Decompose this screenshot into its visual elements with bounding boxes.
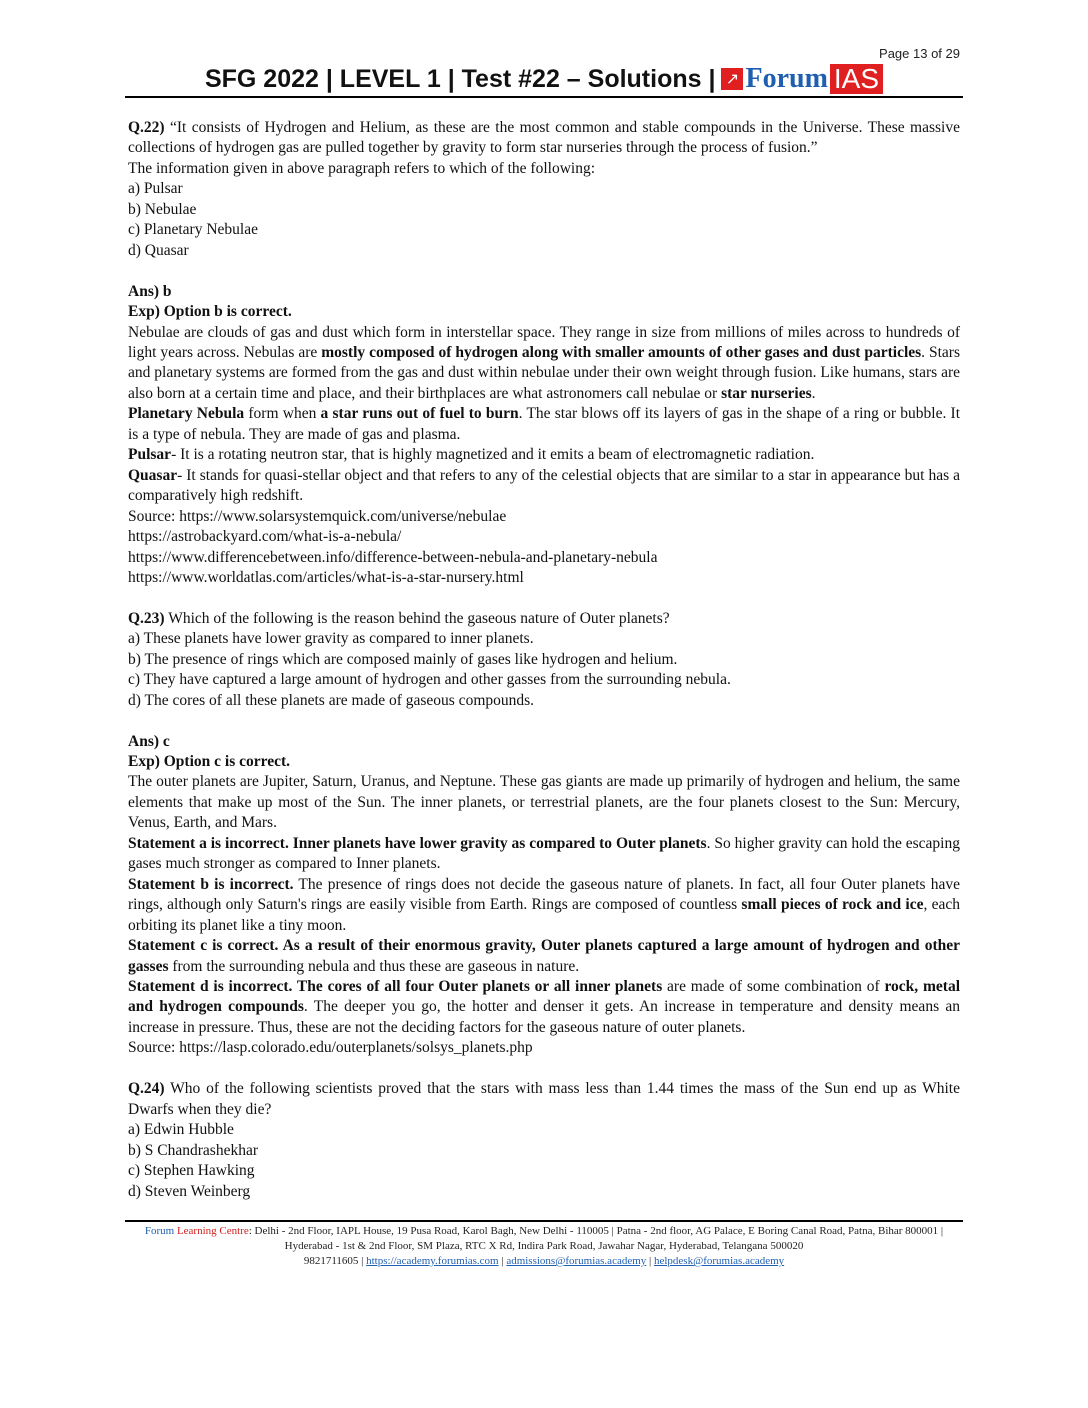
paragraph bbox=[128, 282, 960, 302]
bold-text: Q.22) bbox=[128, 119, 165, 136]
text: a) Pulsar bbox=[128, 180, 183, 198]
text: . The star blows off its layers of gas in the shape of a ring or bubble. It is a type of nebula. They are made of gas and plasma. bbox=[128, 405, 961, 443]
bold-text: Exp) Option b is correct. bbox=[128, 303, 292, 321]
bold-text: Q.24) bbox=[128, 1080, 165, 1098]
admissions-email-link[interactable]: admissions@forumias.academy bbox=[506, 1254, 647, 1267]
paragraph bbox=[128, 548, 960, 568]
bold-text: small pieces of rock and ice bbox=[741, 896, 924, 914]
paragraph bbox=[128, 1141, 960, 1161]
bold-text: Exp) Option c is correct. bbox=[128, 753, 291, 770]
footer bbox=[125, 1222, 963, 1269]
text: d) Steven Weinberg bbox=[128, 1182, 251, 1200]
paragraph bbox=[128, 1079, 960, 1120]
text: . bbox=[811, 384, 816, 402]
document-body bbox=[128, 118, 960, 1202]
text: form when bbox=[244, 405, 321, 423]
paragraph bbox=[128, 241, 960, 261]
paragraph bbox=[128, 507, 960, 527]
footer-address: : Delhi - 2nd Floor, IAPL House, 19 Pusa Road, Karol Bagh, New Delhi - 110005 | Patna - 2nd floor, AG Palace, E Boring Canal Road, Patna, Bihar 800001 | Hyderabad - 1st & 2nd Floor, SM Plaza, RTC X Rd, Indira Park Road, Jawahar Nagar, Hyderabad, Telangana 500020 bbox=[248, 1224, 944, 1252]
bold-text: rock, metal and hydrogen compounds bbox=[128, 977, 961, 1016]
bold-text: Quasar bbox=[128, 466, 178, 484]
paragraph bbox=[128, 179, 960, 199]
footer-phone: 9821711605 | bbox=[303, 1254, 367, 1267]
text: “It consists of Hydrogen and Helium, as these are the most common and stable compounds in the Universe. These massive collections of hydrogen gas are pulled together by gravity to form star nurseries through the process of fusion.” bbox=[128, 119, 960, 157]
paragraph bbox=[128, 200, 960, 220]
paragraph bbox=[128, 875, 960, 936]
bold-text: star nurseries bbox=[721, 384, 812, 402]
paragraph-spacer bbox=[128, 1059, 960, 1079]
paragraph bbox=[128, 1120, 960, 1140]
paragraph bbox=[128, 834, 960, 875]
separator: | bbox=[498, 1254, 507, 1267]
text: from the surrounding nebula and thus these are gaseous in nature. bbox=[168, 957, 580, 975]
text: d) Quasar bbox=[128, 241, 189, 259]
text: The outer planets are Jupiter, Saturn, Uranus, and Neptune. These gas giants are made up primarily of hydrogen and helium, the same elements that make up most of the Sun. The inner planets, or terrestrial planets, are the four planets closest to the Sun: Mercury, Venus, Earth, and Mars. bbox=[128, 773, 960, 832]
text: https://www.differencebetween.info/difference-between-nebula-and-planetary-nebula bbox=[128, 548, 658, 566]
header bbox=[125, 62, 963, 96]
bold-text: mostly composed of hydrogen along with smaller amounts of other gases and dust particles bbox=[321, 343, 922, 361]
paragraph bbox=[128, 629, 960, 649]
paragraph bbox=[128, 650, 960, 670]
text: Who of the following scientists proved that the stars with mass less than 1.44 times the mass of the Sun end up as White Dwarfs when they die? bbox=[128, 1080, 960, 1118]
bold-text: Ans) c bbox=[128, 732, 170, 750]
text: Which of the following is the reason behind the gaseous nature of Outer planets? bbox=[164, 609, 670, 627]
logo-ias-text: IAS bbox=[830, 64, 883, 94]
paragraph bbox=[128, 323, 960, 405]
footer-centre: Learning Centre bbox=[174, 1224, 249, 1237]
paragraph bbox=[128, 609, 960, 629]
text: https://astrobackyard.com/what-is-a-nebula/ bbox=[128, 528, 402, 546]
text: a) These planets have lower gravity as compared to inner planets. bbox=[128, 630, 534, 648]
text: . So higher gravity can hold the escaping gases much stronger as compared to Inner planets. bbox=[128, 834, 960, 873]
bold-text: Statement c is correct. As a result of their enormous gravity, Outer planets captured a large amount of hydrogen and other gasses bbox=[128, 937, 960, 975]
text: are made of some combination of bbox=[662, 977, 885, 995]
text: The information given in above paragraph refers to which of the following: bbox=[128, 159, 596, 177]
text: d) The cores of all these planets are made of gaseous compounds. bbox=[128, 691, 535, 709]
footer-brand: Forum bbox=[144, 1224, 175, 1237]
bold-text: Ans) b bbox=[128, 282, 172, 300]
paragraph bbox=[128, 220, 960, 240]
paragraph bbox=[128, 977, 960, 1038]
bold-text: Statement d is incorrect. The cores of all four Outer planets or all inner planets bbox=[128, 977, 663, 995]
paragraph bbox=[128, 772, 960, 833]
bold-text: a star runs out of fuel to burn bbox=[320, 405, 519, 423]
text: https://www.worldatlas.com/articles/what-is-a-star-nursery.html bbox=[128, 568, 524, 586]
text: b) The presence of rings which are composed mainly of gases like hydrogen and helium. bbox=[128, 650, 678, 668]
text: Nebulae are clouds of gas and dust which form in interstellar space. They range in size from millions of miles across to hundreds of light years across. Nebulas are bbox=[128, 323, 960, 361]
website-link[interactable]: https://academy.forumias.com bbox=[366, 1254, 499, 1267]
paragraph-spacer bbox=[128, 261, 960, 281]
arrow-icon: ↗ bbox=[721, 68, 743, 90]
text: c) Planetary Nebulae bbox=[128, 221, 258, 239]
separator: | bbox=[646, 1254, 654, 1267]
paragraph bbox=[128, 732, 960, 752]
paragraph bbox=[128, 404, 960, 445]
bold-text: Statement b is incorrect. bbox=[128, 875, 294, 893]
helpdesk-email-link[interactable]: helpdesk@forumias.academy bbox=[653, 1254, 785, 1267]
text: . The deeper you go, the hotter and denser it gets. An increase in temperature and density means an increase in pressure. Thus, these are not the deciding factors for the gaseous nature of outer planets. bbox=[128, 998, 960, 1036]
bold-text: Pulsar bbox=[128, 446, 172, 464]
paragraph bbox=[128, 466, 960, 507]
page-number: Page 13 of 29 bbox=[879, 46, 960, 61]
text: c) Stephen Hawking bbox=[128, 1162, 255, 1180]
paragraph bbox=[128, 527, 960, 547]
document-title: SFG 2022 | LEVEL 1 | Test #22 – Solutions | bbox=[204, 64, 716, 93]
paragraph bbox=[128, 159, 960, 179]
page bbox=[125, 46, 963, 1269]
paragraph bbox=[128, 445, 960, 465]
header-divider bbox=[125, 96, 963, 98]
paragraph bbox=[128, 936, 960, 977]
paragraph bbox=[128, 118, 960, 159]
paragraph bbox=[128, 670, 960, 690]
text: - It stands for quasi-stellar object and that refers to any of the celestial objects that are similar to a star in appearance but has a comparatively high redshift. bbox=[128, 466, 960, 505]
text: b) S Chandrashekhar bbox=[128, 1141, 258, 1159]
bold-text: Planetary Nebula bbox=[128, 405, 245, 423]
text: - It is a rotating neutron star, that is highly magnetized and it emits a beam of electromagnetic radiation. bbox=[171, 446, 815, 464]
text: . Stars and planetary systems are formed from the gas and dust within nebulae under their own weight through fusion. Like humans, stars are also born at a certain time and place, and their birthplaces are what astronomers call nebulae or bbox=[128, 343, 960, 402]
paragraph bbox=[128, 752, 960, 772]
paragraph bbox=[128, 691, 960, 711]
text: Source: https://lasp.colorado.edu/outerplanets/solsys_planets.php bbox=[128, 1039, 533, 1057]
text: c) They have captured a large amount of hydrogen and other gasses from the surrounding nebula. bbox=[128, 671, 731, 689]
paragraph bbox=[128, 1161, 960, 1181]
text: Source: https://www.solarsystemquick.com/universe/nebulae bbox=[128, 507, 507, 525]
bold-text: Statement a is incorrect. Inner planets have lower gravity as compared to Outer planets bbox=[128, 834, 707, 852]
text: The presence of rings does not decide the gaseous nature of planets. In fact, all four Outer planets have rings, although only Saturn's rings are easily visible from Earth. Rings are composed of countless bbox=[128, 875, 960, 914]
logo-forum-text: Forum bbox=[745, 63, 828, 94]
paragraph bbox=[128, 1182, 960, 1202]
paragraph-spacer bbox=[128, 588, 960, 608]
paragraph bbox=[128, 568, 960, 588]
forumias-logo bbox=[721, 64, 883, 94]
paragraph-spacer bbox=[128, 711, 960, 731]
text: , each orbiting its planet like a tiny moon. bbox=[128, 896, 960, 934]
paragraph bbox=[128, 1038, 960, 1058]
text: a) Edwin Hubble bbox=[128, 1121, 234, 1139]
bold-text: Q.23) bbox=[128, 609, 165, 627]
text: b) Nebulae bbox=[128, 200, 197, 218]
paragraph bbox=[128, 302, 960, 322]
